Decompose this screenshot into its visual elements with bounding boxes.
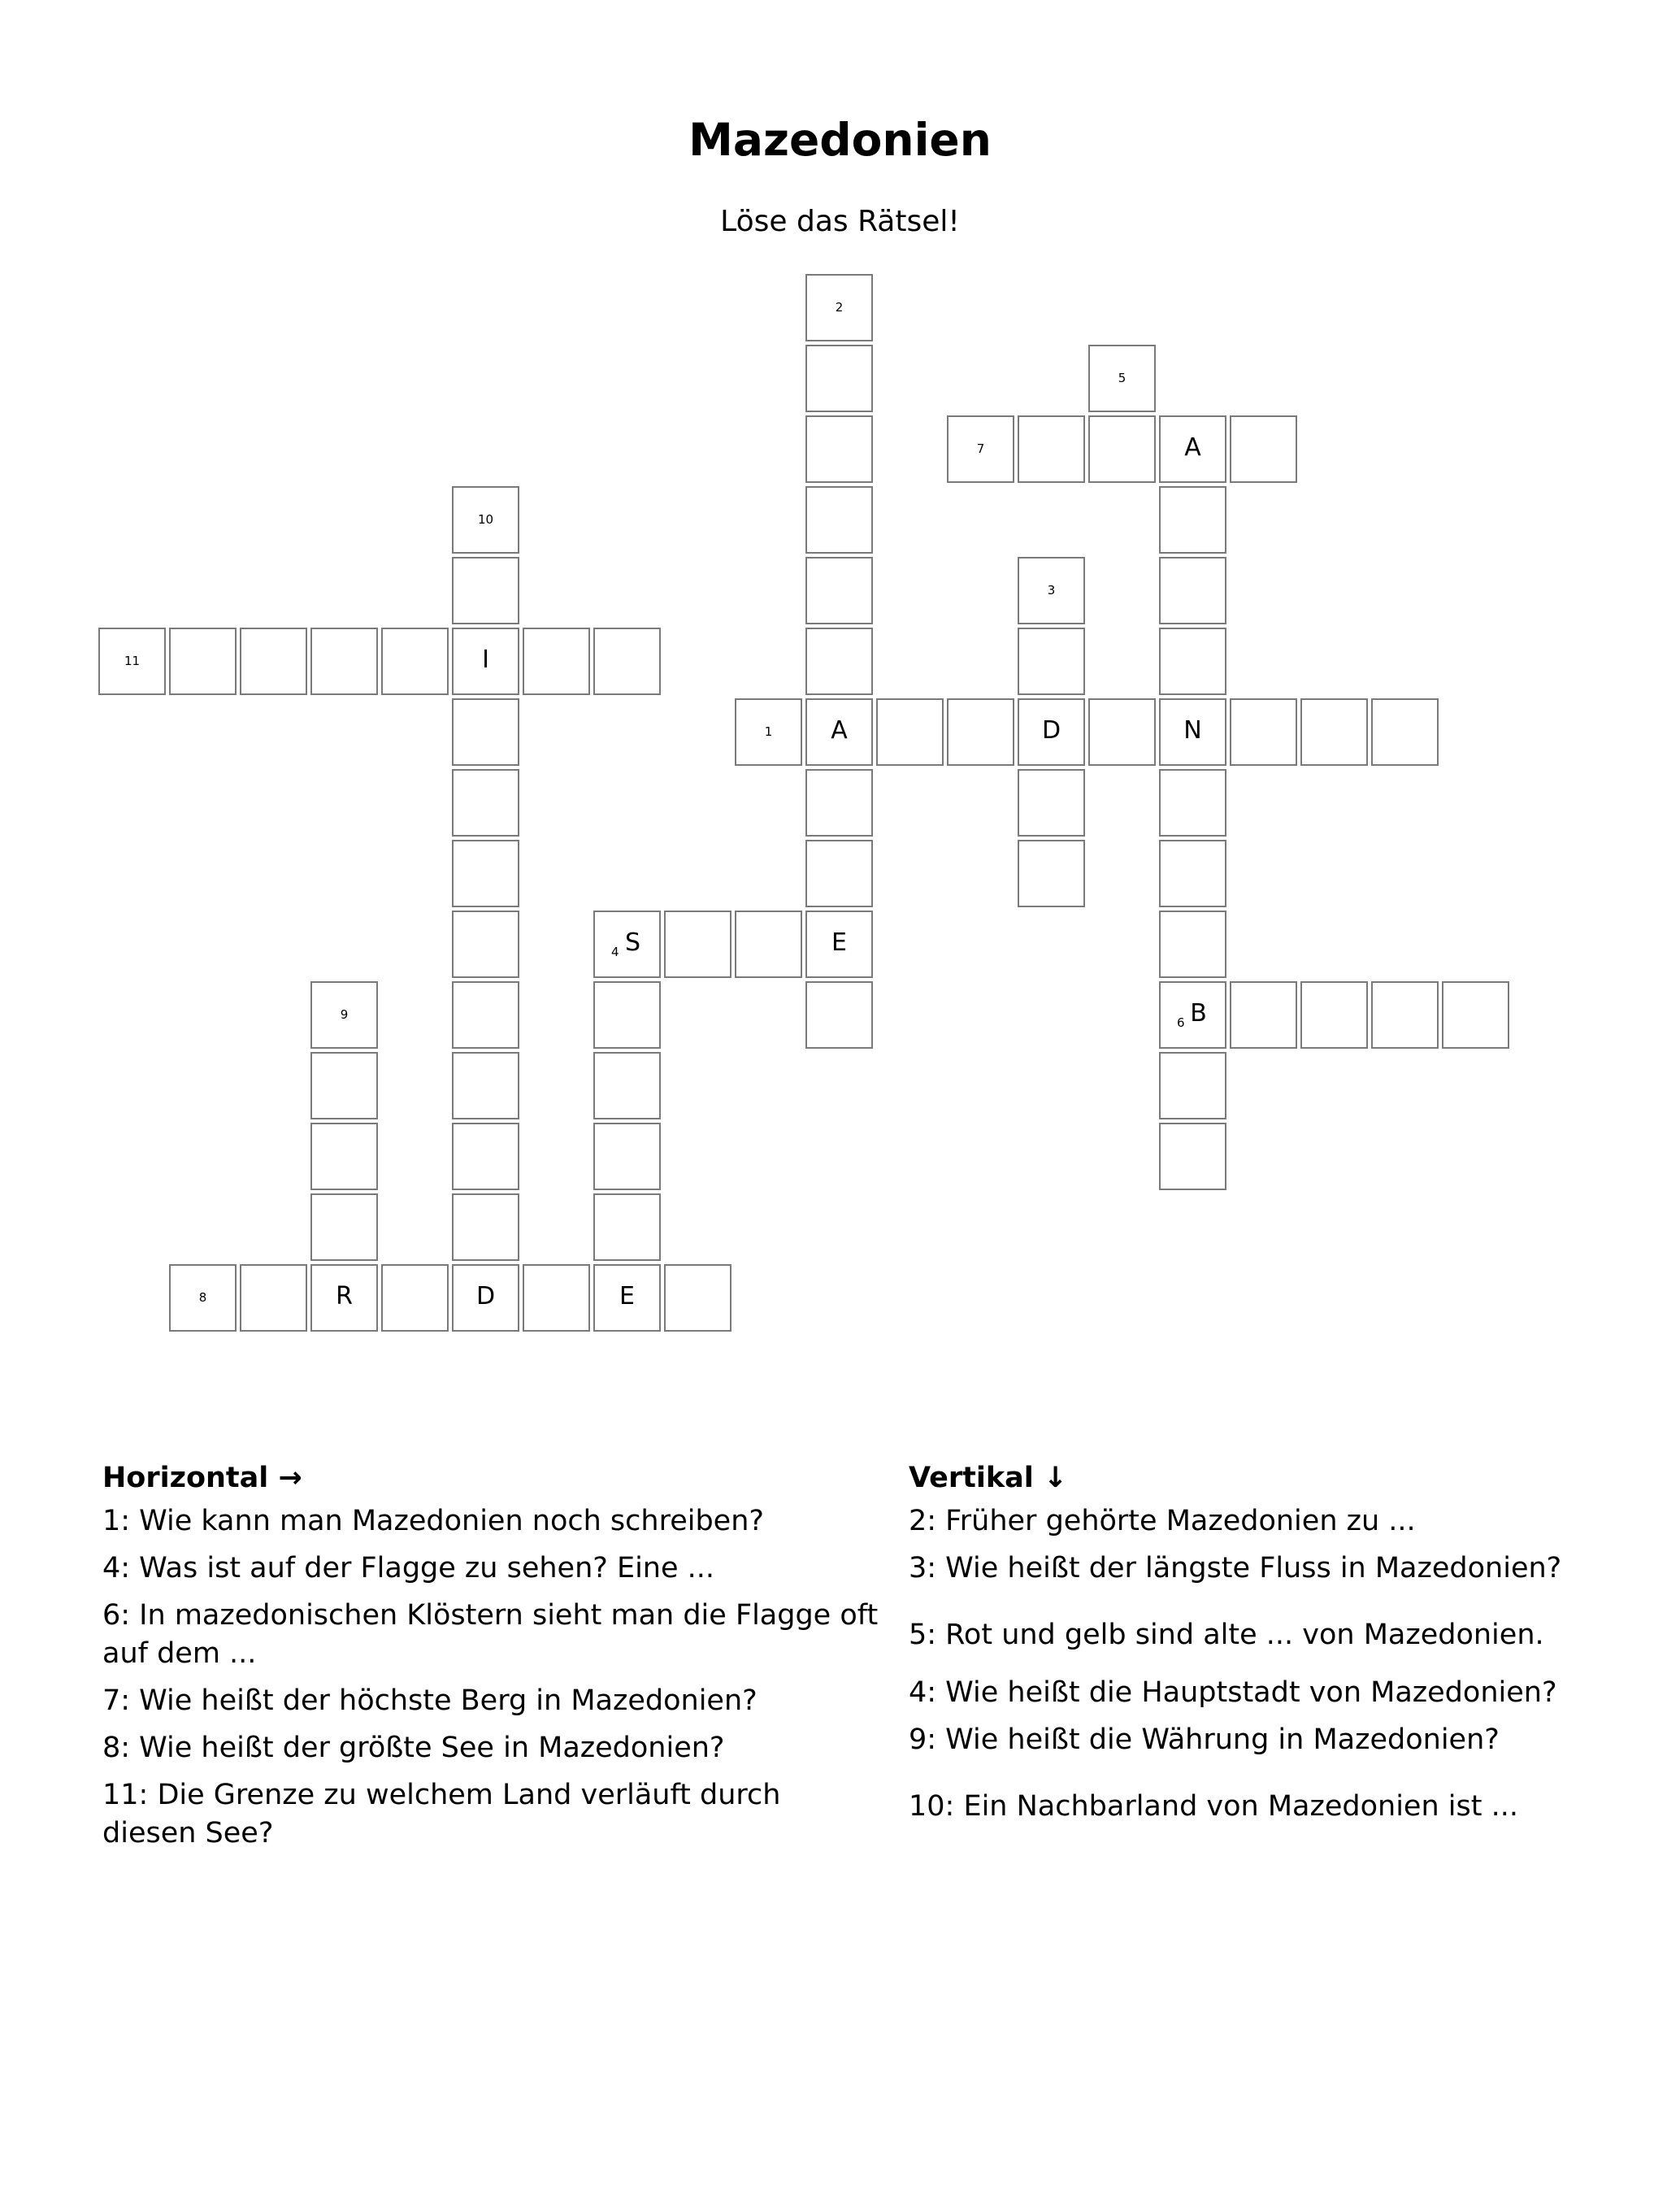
grid-cell[interactable] bbox=[310, 1123, 378, 1190]
across-clues bbox=[102, 1459, 883, 1862]
grid-cell[interactable] bbox=[1159, 1052, 1226, 1119]
grid-cell[interactable] bbox=[805, 557, 873, 624]
grid-cell[interactable] bbox=[1159, 698, 1226, 766]
clue-number: 4 bbox=[611, 945, 619, 959]
down-clue-5: 5: Rot und gelb sind alte ... von Mazedonien. bbox=[909, 1619, 1544, 1651]
grid-cell[interactable] bbox=[664, 1264, 731, 1332]
grid-cell[interactable] bbox=[805, 911, 873, 978]
grid-cell[interactable] bbox=[593, 1193, 661, 1261]
instruction-text: Löse das Rätsel! bbox=[720, 205, 960, 238]
grid-cell[interactable] bbox=[1442, 981, 1509, 1049]
grid-cell[interactable] bbox=[1159, 486, 1226, 554]
grid-cell[interactable] bbox=[1018, 557, 1085, 624]
given-letter: A bbox=[831, 716, 848, 745]
grid-cell[interactable] bbox=[1159, 769, 1226, 837]
down-clue-9: 9: Wie heißt die Währung in Mazedonien? bbox=[909, 1723, 1500, 1756]
grid-cell[interactable] bbox=[593, 1052, 661, 1119]
given-letter: E bbox=[831, 928, 847, 957]
grid-cell[interactable] bbox=[593, 981, 661, 1049]
grid-cell[interactable] bbox=[805, 415, 873, 483]
grid-cell[interactable] bbox=[735, 698, 802, 766]
grid-cell[interactable] bbox=[452, 911, 519, 978]
across-clue-11: 11: Die Grenze zu welchem Land verläuft durch diesen See? bbox=[102, 1779, 781, 1849]
across-clue-4: 4: Was ist auf der Flagge zu sehen? Eine ... bbox=[102, 1552, 715, 1584]
grid-cell[interactable] bbox=[1159, 415, 1226, 483]
grid-cell[interactable] bbox=[1230, 698, 1297, 766]
grid-cell[interactable] bbox=[452, 1193, 519, 1261]
across-heading: Horizontal → bbox=[102, 1462, 302, 1494]
grid-cell[interactable] bbox=[1088, 698, 1156, 766]
given-letter: A bbox=[1184, 433, 1201, 462]
clue-number: 10 bbox=[477, 512, 494, 527]
given-letter: R bbox=[336, 1282, 353, 1310]
given-letter: D bbox=[1041, 716, 1061, 745]
grid-cell[interactable] bbox=[805, 769, 873, 837]
grid-cell[interactable] bbox=[1371, 981, 1439, 1049]
grid-cell[interactable] bbox=[1088, 345, 1156, 412]
grid-cell[interactable] bbox=[1018, 769, 1085, 837]
across-clue-1: 1: Wie kann man Mazedonien noch schreiben? bbox=[102, 1505, 764, 1537]
grid-cell[interactable] bbox=[310, 1193, 378, 1261]
grid-cell[interactable] bbox=[593, 911, 661, 978]
down-clue-3: 3: Wie heißt der längste Fluss in Mazedonien? bbox=[909, 1552, 1562, 1584]
given-letter: B bbox=[1190, 999, 1207, 1028]
grid-cell[interactable] bbox=[310, 1264, 378, 1332]
grid-cell[interactable] bbox=[1159, 557, 1226, 624]
grid-cell[interactable] bbox=[452, 628, 519, 695]
grid-cell[interactable] bbox=[805, 840, 873, 907]
grid-cell[interactable] bbox=[805, 698, 873, 766]
grid-cell[interactable] bbox=[240, 1264, 307, 1332]
grid-cell[interactable] bbox=[523, 1264, 590, 1332]
down-clue-4: 4: Wie heißt die Hauptstadt von Mazedonien? bbox=[909, 1676, 1557, 1709]
grid-cell[interactable] bbox=[452, 840, 519, 907]
grid-cell[interactable] bbox=[1159, 628, 1226, 695]
grid-cell[interactable] bbox=[452, 698, 519, 766]
given-letter: I bbox=[482, 645, 489, 674]
grid-cell[interactable] bbox=[381, 628, 449, 695]
across-clue-8: 8: Wie heißt der größte See in Mazedonien? bbox=[102, 1732, 725, 1764]
grid-cell[interactable] bbox=[381, 1264, 449, 1332]
clue-number: 2 bbox=[835, 300, 844, 315]
grid-cell[interactable] bbox=[452, 769, 519, 837]
grid-cell[interactable] bbox=[1230, 981, 1297, 1049]
grid-cell[interactable] bbox=[452, 557, 519, 624]
grid-cell[interactable] bbox=[593, 1123, 661, 1190]
grid-cell[interactable] bbox=[452, 981, 519, 1049]
grid-cell[interactable] bbox=[452, 486, 519, 554]
down-clue-2: 2: Früher gehörte Mazedonien zu ... bbox=[909, 1505, 1416, 1537]
grid-cell[interactable] bbox=[169, 1264, 237, 1332]
grid-cell[interactable] bbox=[947, 415, 1014, 483]
grid-cell[interactable] bbox=[1018, 698, 1085, 766]
grid-cell[interactable] bbox=[523, 628, 590, 695]
grid-cell[interactable] bbox=[1230, 415, 1297, 483]
clue-number: 11 bbox=[124, 654, 141, 668]
grid-cell[interactable] bbox=[805, 981, 873, 1049]
grid-cell[interactable] bbox=[169, 628, 237, 695]
grid-cell[interactable] bbox=[1088, 415, 1156, 483]
down-heading: Vertikal ↓ bbox=[909, 1462, 1068, 1494]
grid-cell[interactable] bbox=[1159, 840, 1226, 907]
grid-cell[interactable] bbox=[1371, 698, 1439, 766]
given-letter: E bbox=[619, 1282, 635, 1310]
grid-cell[interactable] bbox=[593, 1264, 661, 1332]
grid-cell[interactable] bbox=[805, 345, 873, 412]
across-clue-6: 6: In mazedonischen Klöstern sieht man die Flagge oft auf dem ... bbox=[102, 1599, 879, 1670]
grid-cell[interactable] bbox=[876, 698, 944, 766]
grid-cell[interactable] bbox=[735, 911, 802, 978]
grid-cell[interactable] bbox=[947, 698, 1014, 766]
clue-number: 9 bbox=[340, 1007, 349, 1022]
grid-cell[interactable] bbox=[452, 1123, 519, 1190]
grid-cell[interactable] bbox=[452, 1052, 519, 1119]
grid-cell[interactable] bbox=[310, 628, 378, 695]
clue-number: 8 bbox=[198, 1290, 207, 1305]
grid-cell[interactable] bbox=[664, 911, 731, 978]
grid-cell[interactable] bbox=[1018, 840, 1085, 907]
grid-cell[interactable] bbox=[1018, 628, 1085, 695]
grid-cell[interactable] bbox=[1300, 981, 1368, 1049]
grid-cell[interactable] bbox=[593, 628, 661, 695]
grid-cell[interactable] bbox=[1159, 911, 1226, 978]
grid-cell[interactable] bbox=[240, 628, 307, 695]
clue-number: 3 bbox=[1047, 583, 1056, 598]
down-clue-10: 10: Ein Nachbarland von Mazedonien ist ... bbox=[909, 1790, 1518, 1823]
clue-number: 1 bbox=[764, 724, 773, 739]
given-letter: D bbox=[475, 1282, 496, 1310]
grid-cell[interactable] bbox=[805, 628, 873, 695]
down-clues bbox=[909, 1459, 1640, 1845]
grid-cell[interactable] bbox=[805, 486, 873, 554]
grid-cell[interactable] bbox=[1300, 698, 1368, 766]
clue-number: 6 bbox=[1177, 1015, 1185, 1030]
grid-cell[interactable] bbox=[1018, 415, 1085, 483]
page-title: Mazedonien bbox=[688, 114, 992, 166]
grid-cell[interactable] bbox=[98, 628, 166, 695]
grid-cell[interactable] bbox=[1159, 981, 1226, 1049]
given-letter: N bbox=[1183, 716, 1202, 745]
across-clue-7: 7: Wie heißt der höchste Berg in Mazedonien? bbox=[102, 1684, 758, 1717]
clue-number: 7 bbox=[976, 441, 985, 456]
grid-cell[interactable] bbox=[310, 1052, 378, 1119]
grid-cell[interactable] bbox=[452, 1264, 519, 1332]
grid-cell[interactable] bbox=[310, 981, 378, 1049]
grid-cell[interactable] bbox=[805, 274, 873, 341]
grid-cell[interactable] bbox=[1159, 1123, 1226, 1190]
given-letter: S bbox=[624, 928, 641, 957]
clue-number: 5 bbox=[1118, 371, 1127, 385]
